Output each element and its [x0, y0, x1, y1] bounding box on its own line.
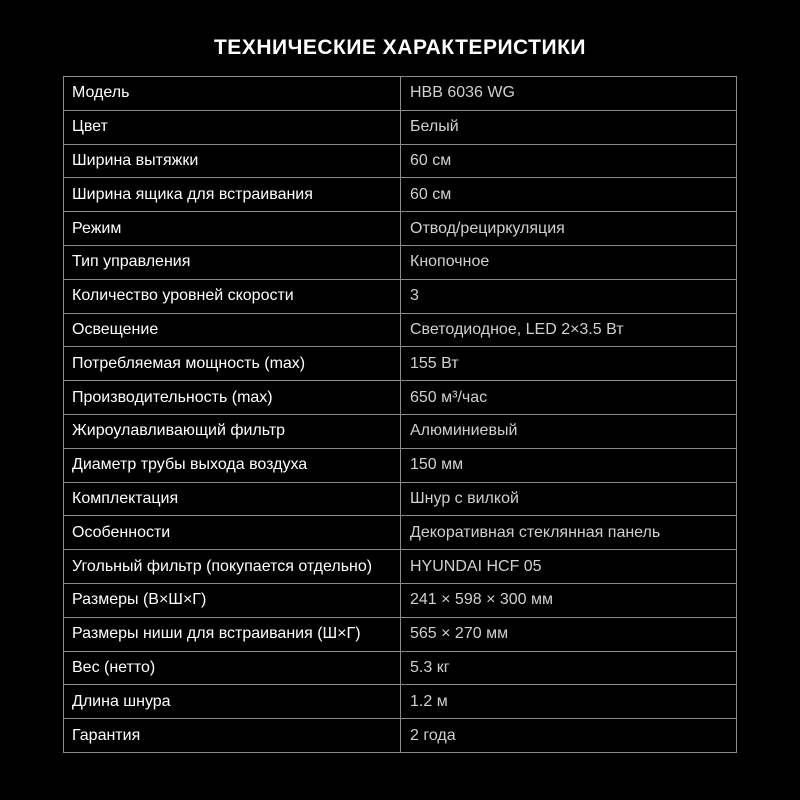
- table-row: [64, 719, 737, 753]
- table-row: [64, 279, 737, 313]
- spec-label: Потребляемая мощность (max): [64, 347, 401, 381]
- spec-label: Гарантия: [64, 719, 401, 753]
- spec-label: Количество уровней скорости: [64, 279, 401, 313]
- spec-value: 241 × 598 × 300 мм: [401, 583, 737, 617]
- spec-value: 5.3 кг: [401, 651, 737, 685]
- spec-label: Модель: [64, 77, 401, 111]
- table-row: [64, 110, 737, 144]
- spec-value: 1.2 м: [401, 685, 737, 719]
- table-row: [64, 178, 737, 212]
- spec-value: Светодиодное, LED 2×3.5 Вт: [401, 313, 737, 347]
- spec-value: 155 Вт: [401, 347, 737, 381]
- table-row: [64, 144, 737, 178]
- spec-value: HBB 6036 WG: [401, 77, 737, 111]
- spec-label: Размеры ниши для встраивания (Ш×Г): [64, 617, 401, 651]
- table-row: [64, 313, 737, 347]
- spec-label: Комплектация: [64, 482, 401, 516]
- spec-value: 650 м³/час: [401, 381, 737, 415]
- spec-value: 60 см: [401, 178, 737, 212]
- table-row: [64, 685, 737, 719]
- specs-table: [63, 76, 737, 753]
- table-row: [64, 448, 737, 482]
- table-row: [64, 77, 737, 111]
- table-row: [64, 651, 737, 685]
- spec-value: Декоративная стеклянная панель: [401, 516, 737, 550]
- spec-label: Диаметр трубы выхода воздуха: [64, 448, 401, 482]
- spec-value: Кнопочное: [401, 245, 737, 279]
- spec-label: Ширина ящика для встраивания: [64, 178, 401, 212]
- spec-label: Освещение: [64, 313, 401, 347]
- spec-label: Цвет: [64, 110, 401, 144]
- table-row: [64, 414, 737, 448]
- spec-value: Шнур с вилкой: [401, 482, 737, 516]
- spec-value: 150 мм: [401, 448, 737, 482]
- spec-label: Производительность (max): [64, 381, 401, 415]
- spec-label: Тип управления: [64, 245, 401, 279]
- spec-value: 60 см: [401, 144, 737, 178]
- table-row: [64, 245, 737, 279]
- spec-label: Угольный фильтр (покупается отдельно): [64, 550, 401, 584]
- spec-value: Отвод/рециркуляция: [401, 212, 737, 246]
- table-row: [64, 212, 737, 246]
- spec-value: HYUNDAI HCF 05: [401, 550, 737, 584]
- table-row: [64, 381, 737, 415]
- spec-label: Длина шнура: [64, 685, 401, 719]
- spec-value: 2 года: [401, 719, 737, 753]
- table-row: [64, 516, 737, 550]
- table-row: [64, 347, 737, 381]
- table-row: [64, 617, 737, 651]
- spec-label: Размеры (В×Ш×Г): [64, 583, 401, 617]
- spec-value: 3: [401, 279, 737, 313]
- spec-label: Вес (нетто): [64, 651, 401, 685]
- spec-value: Алюминиевый: [401, 414, 737, 448]
- spec-label: Режим: [64, 212, 401, 246]
- spec-label: Ширина вытяжки: [64, 144, 401, 178]
- table-row: [64, 550, 737, 584]
- table-row: [64, 583, 737, 617]
- page-title: ТЕХНИЧЕСКИЕ ХАРАКТЕРИСТИКИ: [213, 36, 587, 59]
- table-row: [64, 482, 737, 516]
- spec-label: Особенности: [64, 516, 401, 550]
- spec-label: Жироулавливающий фильтр: [64, 414, 401, 448]
- spec-value: Белый: [401, 110, 737, 144]
- spec-value: 565 × 270 мм: [401, 617, 737, 651]
